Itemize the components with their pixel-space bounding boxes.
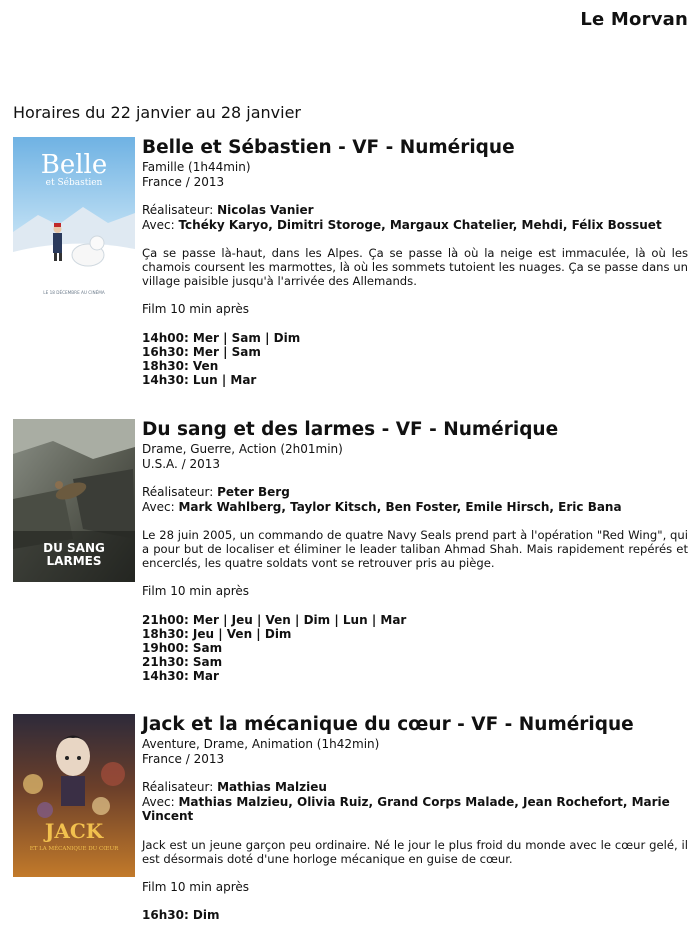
director-label: Réalisateur:: [142, 780, 214, 794]
director-name: Mathias Malzieu: [217, 780, 327, 794]
film-cast: [142, 218, 688, 233]
poster-title: Belle: [40, 150, 108, 180]
film-poster[interactable]: [13, 714, 135, 877]
showtime[interactable]: 21h30: Sam: [142, 654, 223, 669]
showtime[interactable]: 16h30: Mer | Sam: [142, 344, 261, 359]
film-title[interactable]: Belle et Sébastien - VF - Numérique: [142, 137, 515, 158]
film-cast: [142, 795, 688, 824]
film-title[interactable]: Jack et la mécanique du cœur - VF - Numérique: [142, 714, 634, 735]
poster-footer: LE 18 DÉCEMBRE AU CINÉMA: [43, 290, 105, 295]
showtime[interactable]: 21h00: Mer | Jeu | Ven | Dim | Lun | Mar: [142, 612, 407, 627]
poster-subtitle: LARMES: [46, 554, 102, 568]
film-synopsis: Jack est un jeune garçon peu ordinaire. Né le jour le plus froid du monde avec le cœur gelé, il est désormais doté d'une horloge mécanique en guise de cœur.: [142, 837, 688, 866]
film-poster[interactable]: [13, 137, 135, 300]
showtime[interactable]: 16h30: Dim: [142, 908, 220, 922]
film-after-note: Film 10 min après: [142, 584, 250, 598]
film-info: [142, 419, 688, 683]
film-after-note: Film 10 min après: [142, 302, 250, 316]
film-cast: [142, 500, 688, 515]
director-name: Nicolas Vanier: [217, 203, 314, 217]
film-genre: Famille (1h44min): [142, 160, 251, 174]
film-genre: Aventure, Drame, Animation (1h42min): [142, 737, 380, 751]
film-genre: Drame, Guerre, Action (2h01min): [142, 442, 343, 456]
cast-names: Mathias Malzieu, Olivia Ruiz, Grand Corps Malade, Jean Rochefort, Marie Vincent: [142, 794, 670, 823]
film-poster[interactable]: [13, 419, 135, 582]
showtimes: [142, 331, 688, 387]
film-director: [142, 485, 688, 500]
showtime[interactable]: 18h30: Jeu | Ven | Dim: [142, 626, 292, 641]
schedule-period: Horaires du 22 janvier au 28 janvier: [13, 103, 301, 122]
poster-subtitle: et Sébastien: [45, 178, 103, 188]
film-country: France / 2013: [142, 174, 225, 189]
film-after-note: Film 10 min après: [142, 879, 250, 894]
cast-label: Avec:: [142, 499, 175, 514]
film-synopsis: Ça se passe là-haut, dans les Alpes. Ça se passe là où la neige est immaculée, là où les chamois coursent les marmottes, là où les sommets tutoient les nuages. Ça se passe dans un village paisible jusqu'à l'arrivée des Allemands.: [142, 246, 688, 288]
showtime[interactable]: 14h30: Mar: [142, 668, 219, 683]
showtime[interactable]: 19h00: Sam: [142, 640, 223, 655]
poster-title: JACK: [44, 819, 104, 843]
film-entry: [13, 419, 688, 694]
film-entry: [13, 137, 688, 397]
cast-label: Avec:: [142, 794, 175, 809]
film-info: [142, 137, 688, 387]
cinema-name: Le Morvan: [580, 9, 688, 30]
film-director: [142, 203, 688, 218]
showtime[interactable]: 18h30: Ven: [142, 358, 219, 373]
film-entry: [13, 714, 688, 940]
film-director: [142, 780, 688, 795]
poster-title: DU SANG: [43, 541, 105, 555]
film-country: U.S.A. / 2013: [142, 456, 221, 471]
cast-label: Avec:: [142, 217, 175, 232]
cast-names: Tchéky Karyo, Dimitri Storoge, Margaux Chatelier, Mehdi, Félix Bossuet: [178, 217, 662, 232]
showtime[interactable]: 14h00: Mer | Sam | Dim: [142, 330, 301, 345]
poster-subtitle: ET LA MÉCANIQUE DU CŒUR: [29, 846, 119, 852]
cast-names: Mark Wahlberg, Taylor Kitsch, Ben Foster, Emile Hirsch, Eric Bana: [178, 499, 622, 514]
film-info: [142, 714, 688, 922]
director-label: Réalisateur:: [142, 485, 214, 499]
showtime[interactable]: 14h30: Lun | Mar: [142, 372, 257, 387]
film-title[interactable]: Du sang et des larmes - VF - Numérique: [142, 419, 559, 440]
showtimes: [142, 908, 688, 922]
film-country: France / 2013: [142, 751, 225, 766]
director-label: Réalisateur:: [142, 203, 214, 217]
film-synopsis: Le 28 juin 2005, un commando de quatre Navy Seals prend part à l'opération "Red Wing", qui a pour but de localiser et éliminer le leader taliban Ahmad Shah. Mais rapidement repérés et encerclés, les quatre soldats vont se retrouver pris au piège.: [142, 528, 688, 570]
showtimes: [142, 613, 688, 683]
director-name: Peter Berg: [217, 485, 290, 499]
